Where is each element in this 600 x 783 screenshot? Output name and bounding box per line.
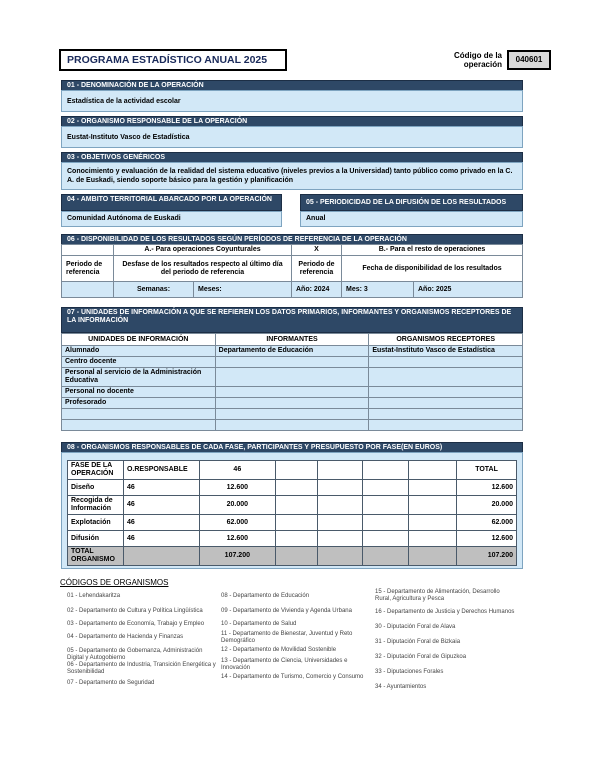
section-03-value: Conocimiento y evaluación de la realidad del sistema educativo (niveles previos a la Universidad) tanto público como privado en la C. A. de Euskadi, siendo soporte básico para la gestión y planificación bbox=[61, 162, 523, 190]
section-04-value: Comunidad Autónoma de Euskadi bbox=[61, 211, 282, 227]
code-item: 08 - Departamento de Educación bbox=[221, 593, 310, 599]
section-04-header: 04 - AMBITO TERRITORIAL ABARCADO POR LA OPERACIÓN bbox=[61, 194, 282, 211]
information-units-table: UNIDADES DE INFORMACIÓN INFORMANTES ORGANISMOS RECEPTORES Alumnado Departamento de Educación Eustat-Instituto Vasco de Estadística Centro docente Personal al servicio de la Administración Educativa Personal no docente Profesorado bbox=[61, 333, 523, 431]
section-03-header: 03 - OBJETIVOS GENÉRICOS bbox=[61, 152, 523, 164]
table-row: Difusión 46 12.600 12.600 bbox=[68, 531, 517, 547]
table-row: Diseño 46 12.600 12.600 bbox=[68, 480, 517, 496]
total-row: TOTAL ORGANISMO 107.200 107.200 bbox=[68, 547, 517, 566]
code-item: 07 - Departamento de Seguridad bbox=[67, 680, 155, 686]
code-item: 05 - Departamento de Gobernanza, Administración Digital y Autogobierno bbox=[67, 648, 203, 661]
section-02-value: Eustat-Instituto Vasco de Estadística bbox=[61, 126, 523, 148]
code-item: 03 - Departamento de Economía, Trabajo y Empleo bbox=[67, 621, 205, 627]
table-row: Centro docente bbox=[62, 357, 523, 368]
code-item: 10 - Departamento de Salud bbox=[221, 621, 297, 627]
codes-column-2 bbox=[221, 593, 366, 688]
operation-code: 040601 bbox=[507, 50, 551, 70]
budget-table: FASE DE LA OPERACIÓN O.RESPONSABLE 46 TOTAL Diseño 46 12.600 12.600 Recogida de Información 46 20.000 20.000 Explotación 46 62.000 62.000 Difusión 46 12.600 12.600 TOTAL ORGANISMO 107.200 107.200 bbox=[67, 460, 517, 566]
table-row: Personal no docente bbox=[62, 387, 523, 398]
code-item: 02 - Departamento de Cultura y Política Lingüística bbox=[67, 608, 203, 614]
table-row: Recogida de Información 46 20.000 20.000 bbox=[68, 496, 517, 515]
section-05-header: 05 - PERIODICIDAD DE LA DIFUSIÓN DE LOS RESULTADOS bbox=[300, 194, 523, 211]
table-row bbox=[62, 420, 523, 431]
code-item: 32 - Diputación Foral de Gipuzkoa bbox=[375, 654, 467, 660]
code-item: 15 - Departamento de Alimentación, Desarrollo Rural, Agricultura y Pesca bbox=[375, 589, 500, 602]
code-item: 31 - Diputación Foral de Bizkaia bbox=[375, 639, 461, 645]
code-item: 13 - Departamento de Ciencia, Universidades e Innovación bbox=[221, 658, 348, 671]
code-item: 01 - Lehendakaritza bbox=[67, 593, 121, 599]
code-item: 04 - Departamento de Hacienda y Finanzas bbox=[67, 634, 184, 640]
section-08-header: 08 - ORGANISMOS RESPONSABLES DE CADA FASE, PARTICIPANTES Y PRESUPUESTO POR FASE(EN EUROS) bbox=[61, 442, 523, 454]
table-row bbox=[62, 409, 523, 420]
codes-column-3 bbox=[375, 589, 515, 696]
codes-title: CÓDIGOS DE ORGANISMOS bbox=[60, 578, 169, 587]
section-02-header: 02 - ORGANISMO RESPONSABLE DE LA OPERACIÓN bbox=[61, 116, 523, 128]
section-06-header: 06 - DISPONIBILIDAD DE LOS RESULTADOS SEGÚN PERÍODOS DE REFERENCIA DE LA OPERACIÓN bbox=[61, 234, 523, 246]
code-item: 30 - Diputación Foral de Alava bbox=[375, 624, 456, 630]
page-title: PROGRAMA ESTADÍSTICO ANUAL 2025 bbox=[59, 49, 287, 71]
section-07-header: 07 - UNIDADES DE INFORMACIÓN A QUE SE REFIEREN LOS DATOS PRIMARIOS, INFORMANTES Y ORGANISMOS RECEPTORES DE LA INFORMACIÓN bbox=[61, 307, 523, 333]
code-item: 16 - Departamento de Justicia y Derechos Humanos bbox=[375, 609, 515, 615]
availability-table: A.- Para operaciones Coyunturales X B.- Para el resto de operaciones Periodo de referencia Desfase de los resultados respecto al último día del periodo de referencia Periodo de referencia Fecha de disponibilidad de los resultados Semanas: Meses: Año: 2024 Mes: 3 Año: 2025 bbox=[61, 244, 523, 298]
table-row: Personal al servicio de la Administración Educativa bbox=[62, 368, 523, 387]
code-item: 12 - Departamento de Movilidad Sostenible bbox=[221, 647, 337, 653]
table-row: Alumnado Departamento de Educación Eustat-Instituto Vasco de Estadística bbox=[62, 346, 523, 357]
code-item: 06 - Departamento de Industria, Transición Energética y Sostenibilidad bbox=[67, 662, 216, 675]
code-item: 33 - Diputaciones Forales bbox=[375, 669, 444, 675]
code-item: 34 - Ayuntamientos bbox=[375, 684, 427, 690]
code-item: 11 - Departamento de Bienestar, Juventud y Reto Demográfico bbox=[221, 631, 353, 644]
section-05-value: Anual bbox=[300, 211, 523, 227]
code-item: 14 - Departamento de Turismo, Comercio y Consumo bbox=[221, 674, 364, 680]
code-item: 09 - Departamento de Vivienda y Agenda Urbana bbox=[221, 608, 352, 614]
table-row: Profesorado bbox=[62, 398, 523, 409]
section-01-header: 01 - DENOMINACIÓN DE LA OPERACIÓN bbox=[61, 80, 523, 92]
code-label: Código de la operación bbox=[454, 51, 502, 69]
table-row: Explotación 46 62.000 62.000 bbox=[68, 515, 517, 531]
coyuntural-mark: X bbox=[292, 245, 342, 256]
codes-column-1 bbox=[67, 593, 217, 693]
section-01-value: Estadística de la actividad escolar bbox=[61, 90, 523, 112]
